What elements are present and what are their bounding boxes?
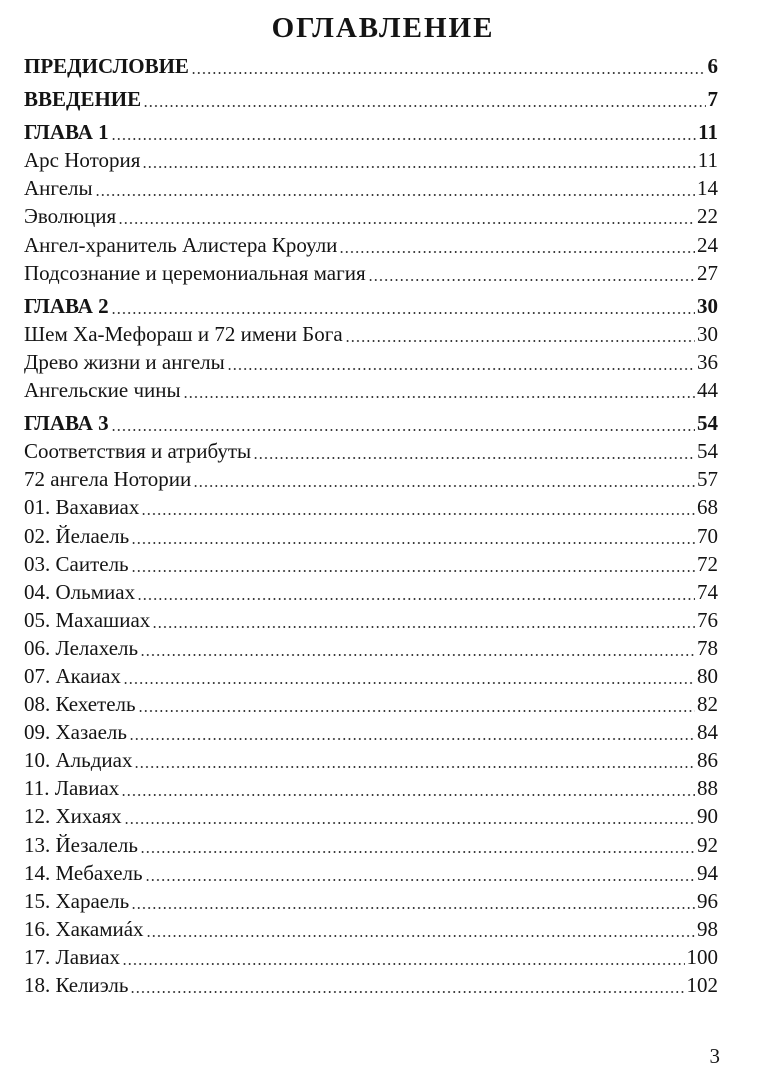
toc-entry-title: Арс Нотория [24, 148, 141, 173]
toc-entry-page: 72 [697, 551, 718, 576]
toc-entry-page: 44 [697, 378, 718, 403]
toc-entry[interactable] [24, 320, 718, 348]
toc-entry-page: 11 [698, 120, 718, 145]
toc-entry-title: Ангельские чины [24, 378, 181, 403]
dot-leader [138, 692, 695, 713]
toc-entry-title: 72 ангела Нотории [24, 467, 192, 492]
toc-chapter-entry[interactable] [24, 52, 718, 80]
dot-leader [95, 176, 695, 197]
toc-entry[interactable] [24, 831, 718, 859]
toc-entry-page: 98 [697, 916, 718, 941]
toc-entry[interactable] [24, 437, 718, 465]
toc-entry-page: 90 [697, 804, 718, 829]
toc-entry-title: ГЛАВА 1 [24, 120, 109, 145]
dot-leader [137, 580, 695, 601]
toc-entry-title: 10. Альдиах [24, 748, 133, 773]
toc-entry[interactable] [24, 202, 718, 230]
dot-leader [111, 294, 695, 315]
toc-chapter-entry[interactable] [24, 85, 718, 113]
toc-entry-page: 30 [697, 321, 718, 346]
toc-chapter-entry[interactable] [24, 118, 718, 146]
toc-entry-page: 54 [697, 439, 718, 464]
toc-entry-title: 09. Хазаель [24, 720, 127, 745]
toc-entry-title: 15. Хараель [24, 888, 130, 913]
toc-entry-page: 6 [707, 54, 718, 78]
toc-entry-page: 14 [697, 176, 718, 201]
dot-leader [183, 378, 695, 399]
toc-entry[interactable] [24, 231, 718, 259]
toc-entry-title: 07. Акаиах [24, 663, 121, 688]
dot-leader [368, 261, 695, 282]
toc-entry-title: 11. Лавиах [24, 776, 120, 801]
toc-entry[interactable] [24, 606, 718, 634]
toc-entry-page: 57 [697, 467, 718, 492]
dot-leader [253, 439, 695, 460]
toc-entry-page: 78 [697, 635, 718, 660]
toc-entry-title: Соответствия и атрибуты [24, 439, 252, 464]
toc-entry-page: 70 [697, 523, 718, 548]
toc-entry-title: Эволюция [24, 204, 117, 229]
toc-entry-page: 102 [686, 973, 718, 997]
toc-entry-title: 03. Саитель [24, 551, 129, 576]
toc-entry[interactable] [24, 971, 718, 999]
toc-entry[interactable] [24, 746, 718, 774]
toc-entry-page: 36 [697, 349, 718, 374]
toc-entry-title: ВВЕДЕНИЕ [24, 87, 142, 112]
dot-leader [111, 120, 697, 141]
toc-chapter-entry[interactable] [24, 292, 718, 320]
dot-leader [131, 552, 695, 573]
dot-leader [193, 467, 695, 488]
dot-leader [339, 233, 695, 254]
dot-leader [134, 748, 695, 769]
dot-leader [141, 495, 695, 516]
toc-entry-title: 05. Махашиах [24, 607, 151, 632]
toc-entry-title: 01. Вахавиах [24, 495, 140, 520]
dot-leader [122, 945, 684, 966]
toc-entry-page: 30 [697, 293, 718, 318]
dot-leader [130, 973, 684, 994]
toc-entry-page: 7 [707, 87, 718, 112]
dot-leader [123, 664, 695, 685]
dot-leader [152, 608, 695, 629]
dot-leader [131, 889, 695, 910]
dot-leader [111, 411, 695, 432]
toc-entry-title: Древо жизни и ангелы [24, 349, 225, 374]
toc-entry-title: 18. Келиэль [24, 973, 129, 997]
toc-entry[interactable] [24, 376, 718, 404]
toc-entry-title: 12. Хихаях [24, 804, 122, 829]
dot-leader [145, 861, 695, 882]
toc-entry[interactable] [24, 915, 718, 943]
toc-entry[interactable] [24, 887, 718, 915]
toc-entry-page: 74 [697, 579, 718, 604]
toc-entry-page: 92 [697, 832, 718, 857]
toc-entry-title: ГЛАВА 3 [24, 411, 109, 436]
toc-entry[interactable] [24, 634, 718, 662]
dot-leader [146, 917, 695, 938]
toc-entry-page: 80 [697, 663, 718, 688]
toc-entry-page: 24 [697, 232, 718, 257]
toc-entry[interactable] [24, 578, 718, 606]
toc-entry-title: 16. Хакамиáх [24, 916, 144, 941]
dot-leader [140, 833, 695, 854]
dot-leader [118, 204, 695, 225]
toc-entry-title: 02. Йелаель [24, 523, 130, 548]
toc-entry-page: 86 [697, 748, 718, 773]
toc-entry[interactable] [24, 774, 718, 802]
toc-entry-page: 82 [697, 692, 718, 717]
toc-entry[interactable] [24, 662, 718, 690]
toc-entry[interactable] [24, 550, 718, 578]
toc-entry-title: 17. Лавиах [24, 944, 121, 969]
toc-entry-title: 06. Лелахель [24, 635, 139, 660]
toc-chapter-entry[interactable] [24, 409, 718, 437]
toc-entry-title: 04. Ольмиах [24, 579, 136, 604]
toc-entry-title: Ангел-хранитель Алистера Кроули [24, 232, 338, 257]
toc-entry-page: 84 [697, 720, 718, 745]
toc-entry[interactable] [24, 259, 718, 287]
dot-leader [131, 524, 695, 545]
dot-leader [143, 87, 705, 108]
toc-entry[interactable] [24, 859, 718, 887]
toc-entry[interactable] [24, 943, 718, 971]
toc-entry[interactable] [24, 174, 718, 202]
toc-entry-page: 94 [697, 860, 718, 885]
toc-entry[interactable] [24, 718, 718, 746]
dot-leader [227, 350, 695, 371]
toc-entry-title: ПРЕДИСЛОВИЕ [24, 54, 189, 78]
toc-entry-title: Подсознание и церемониальная магия [24, 260, 366, 285]
toc-entry-page: 54 [697, 411, 718, 436]
toc-entry-title: 14. Мебахель [24, 860, 143, 885]
toc-entry-page: 27 [697, 260, 718, 285]
dot-leader [140, 636, 695, 657]
toc-entry-page: 68 [697, 495, 718, 520]
toc-entry-page: 88 [697, 776, 718, 801]
dot-leader [142, 148, 695, 169]
toc-entry[interactable] [24, 802, 718, 830]
toc-entry-page: 100 [686, 944, 718, 969]
toc-entry-title: ГЛАВА 2 [24, 293, 109, 318]
page-number: 3 [709, 1044, 720, 1068]
toc-entry-title: 13. Йезалель [24, 832, 138, 857]
toc-entry[interactable] [24, 690, 718, 718]
toc-entry[interactable] [24, 348, 718, 376]
toc-entry-title: 08. Кехетель [24, 692, 136, 717]
toc-entry[interactable] [24, 522, 718, 550]
dot-leader [129, 720, 695, 741]
toc-entry-page: 76 [697, 607, 718, 632]
toc-entry[interactable] [24, 146, 718, 174]
dot-leader [121, 776, 695, 797]
toc-entry-title: Ангелы [24, 176, 93, 201]
table-of-contents [24, 52, 718, 999]
toc-entry[interactable] [24, 493, 718, 521]
toc-entry-page: 96 [697, 888, 718, 913]
toc-entry-title: Шем Ха-Мефораш и 72 имени Бога [24, 321, 343, 346]
page-title: ОГЛАВЛЕНИЕ [271, 12, 495, 44]
toc-entry-page: 22 [697, 204, 718, 229]
dot-leader [191, 54, 706, 75]
toc-entry[interactable] [24, 465, 718, 493]
dot-leader [124, 804, 695, 825]
dot-leader [345, 322, 695, 343]
toc-entry-page: 11 [697, 148, 718, 173]
